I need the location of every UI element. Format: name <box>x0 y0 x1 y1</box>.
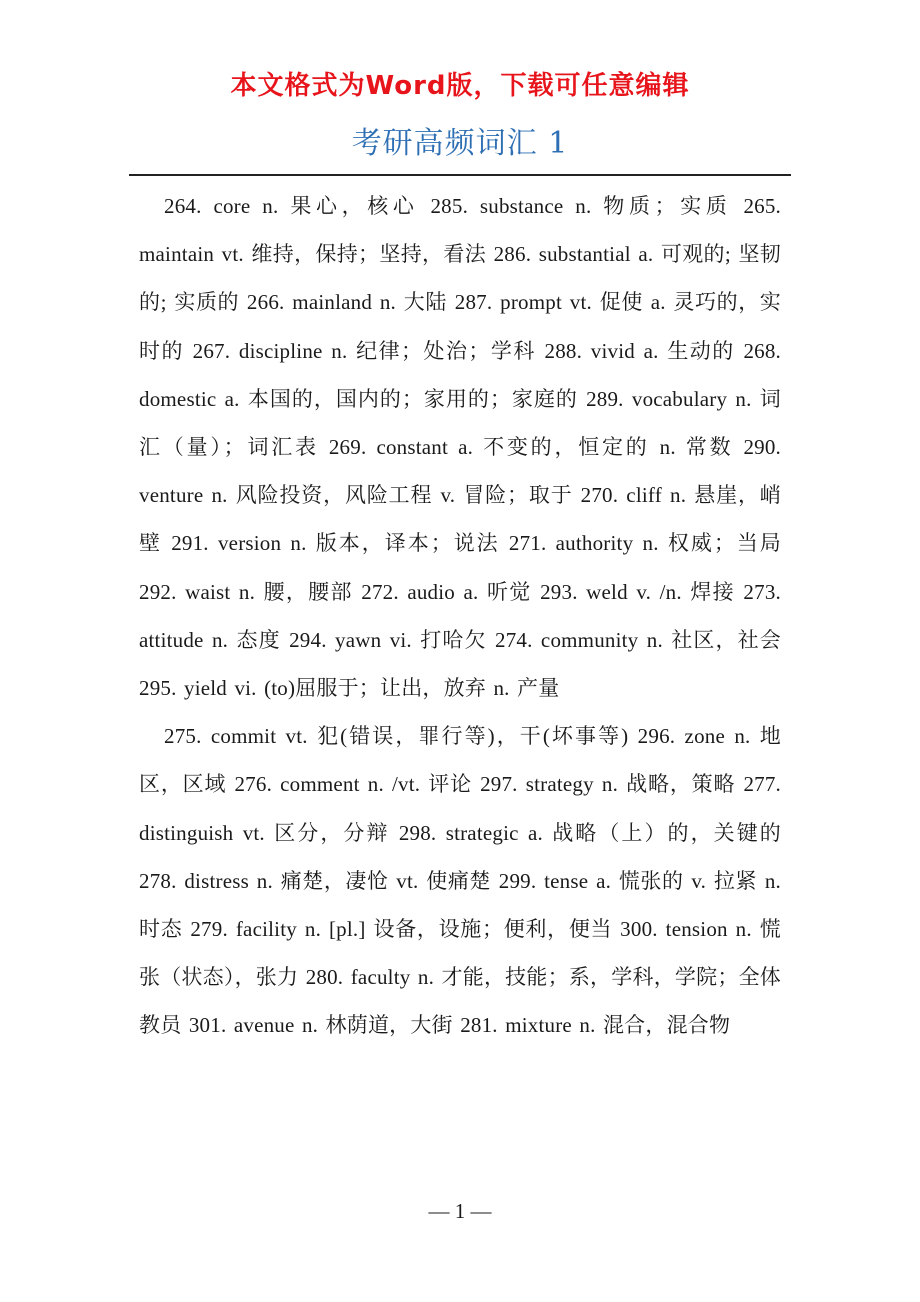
page-number: — 1 — <box>428 1199 492 1223</box>
title-divider <box>129 174 791 176</box>
format-notice-banner: 本文格式为Word版，下载可任意编辑 <box>230 71 690 101</box>
document-title: 考研高频词汇 1 <box>351 126 569 161</box>
vocabulary-body <box>139 182 781 1050</box>
vocabulary-paragraph-1: 264. core n. 果心，核心 285. substance n. 物质；实质 265. maintain vt. 维持，保持；坚持，看法 286. substantial a. 可观的; 坚韧的; 实质的 266. mainland n. 大陆 287. prompt vt. 促使 a. 灵巧的，实时的 267. discipline n. 纪律；处治；学科 288. vivid a. 生动的 268. domestic a. 本国的，国内的；家用的；家庭的 289. vocabulary n. 词汇（量）；词汇表 269. constant a. 不变的，恒定的 n. 常数 290. venture n. 风险投资，风险工程 v. 冒险；取于 270. cliff n. 悬崖，峭壁 291. version n. 版本，译本；说法 271. authority n. 权威；当局 292. waist n. 腰，腰部 272. audio a. 听觉 293. weld v. /n. 焊接 273. attitude n. 态度 294. yawn vi. 打哈欠 274. community n. 社区，社会 295. yield vi. (to)屈服于；让出，放弃 n. 产量 <box>139 194 781 701</box>
vocabulary-paragraph-2: 275. commit vt. 犯(错误，罪行等)，干(坏事等) 296. zone n. 地区，区域 276. comment n. /vt. 评论 297. strategy n. 战略，策略 277. distinguish vt. 区分，分辩 298. strategic a. 战略（上）的，关键的 278. distress n. 痛楚，凄怆 vt. 使痛楚 299. tense a. 慌张的 v. 拉紧 n. 时态 279. facility n. [pl.] 设备，设施；便利，便当 300. tension n. 慌张（状态），张力 280. faculty n. 才能，技能；系，学科，学院；全体教员 301. avenue n. 林荫道，大街 281. mixture n. 混合，混合物 <box>139 724 781 1038</box>
